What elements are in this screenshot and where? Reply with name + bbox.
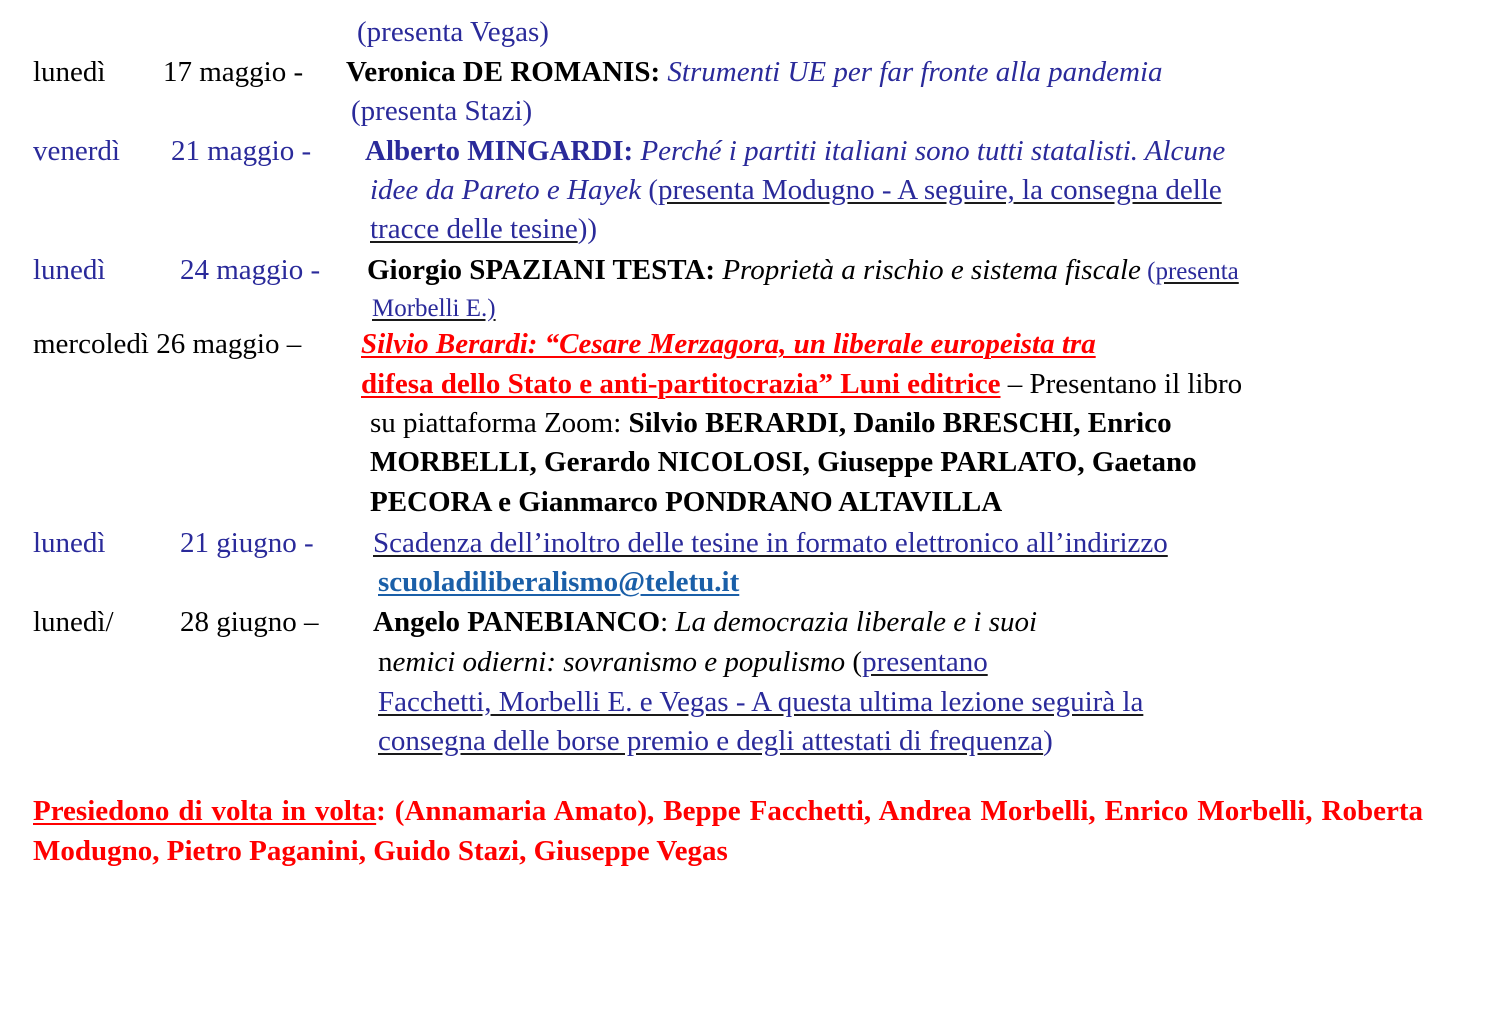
chairs-paragraph — [33, 791, 1423, 871]
book-title: difesa dello Stato e anti-partitocrazia” Luni editrice — [361, 368, 1001, 400]
day-label: lunedì — [33, 527, 106, 559]
date-label: 24 maggio - — [180, 254, 321, 286]
presenter-names: Silvio BERARDI, Danilo BRESCHI, Enrico — [628, 407, 1172, 439]
lecture-entry — [346, 58, 1163, 87]
date-label: 21 maggio - — [171, 135, 312, 167]
lecture-title: Proprietà a rischio e sistema fiscale — [722, 254, 1141, 286]
chairs-label: Presiedono di volta in volta — [33, 795, 377, 827]
presenter-note: Morbelli E.) — [372, 295, 496, 322]
zoom-presenters: su piattaforma Zoom: Silvio BERARDI, Danilo BRESCHI, Enrico — [370, 407, 1172, 439]
presenter-note: Facchetti, Morbelli E. e Vegas - A questa ultima lezione seguirà la — [378, 686, 1144, 718]
presenter-line: (presenta Stazi) — [351, 95, 533, 127]
speaker-name: Alberto MINGARDI: — [365, 135, 634, 167]
presenter-note: presenta — [1155, 258, 1239, 285]
lecture-entry: Giorgio SPAZIANI TESTA: Proprietà a rischio e sistema fiscale (presenta — [367, 254, 1239, 286]
day-label: lunedì — [33, 56, 106, 88]
date-label: 28 giugno – — [180, 606, 319, 638]
presenter-note: presentano — [862, 646, 988, 678]
day-label: lunedì — [33, 254, 106, 286]
speaker-name: Angelo PANEBIANCO — [373, 606, 661, 638]
presenter-line: (presenta Vegas) — [357, 16, 549, 48]
lecture-continuation: idee da Pareto e Hayek (presenta Modugno - A seguire, la consegna delle — [370, 174, 1222, 206]
chairs-list: : (Annamaria Amato), Beppe Facchetti, Andrea Morbelli, Enrico Morbelli, Roberta Modugno, Pietro Paganini, Guido Stazi, Giuseppe Vegas — [33, 795, 1423, 867]
date-label: 17 maggio - — [163, 56, 304, 88]
date-label: 21 giugno - — [180, 527, 314, 559]
book-continuation: difesa dello Stato e anti-partitocrazia” Luni editrice – Presentano il libro — [361, 368, 1243, 400]
presenter-names: MORBELLI, Gerardo NICOLOSI, Giuseppe PARLATO, Gaetano — [370, 446, 1197, 478]
lecture-continuation: tracce delle tesine)) — [370, 213, 598, 245]
book-title: Silvio Berardi: “Cesare Merzagora, un liberale europeista tra — [361, 328, 1096, 360]
lecture-entry — [365, 137, 1225, 166]
deadline-note: Scadenza dell’inoltro delle tesine in formato elettronico all’indirizzo — [373, 527, 1168, 559]
date-label: 26 maggio – — [156, 328, 302, 360]
lecture-entry: Angelo PANEBIANCO: La democrazia liberale e i suoi — [373, 606, 1038, 638]
day-label: venerdì — [33, 135, 120, 167]
date-line — [33, 330, 301, 359]
presenter-note: consegna delle borse premio e degli attestati di frequenza) — [378, 725, 1053, 757]
speaker-name: Giorgio SPAZIANI TESTA: — [367, 254, 716, 286]
day-label: lunedì/ — [33, 606, 114, 638]
lecture-title: La democrazia liberale e i suoi — [675, 606, 1038, 638]
email-link[interactable]: scuoladiliberalismo@teletu.it — [378, 566, 740, 598]
presenter-names: PECORA e Gianmarco PONDRANO ALTAVILLA — [370, 486, 1003, 518]
lecture-continuation: nemici odierni: sovranismo e populismo (presentano — [378, 646, 988, 678]
lecture-title: Strumenti UE per far fronte alla pandemia — [667, 56, 1163, 88]
speaker-name: Veronica DE ROMANIS: — [346, 56, 661, 88]
day-label: mercoledì — [33, 328, 149, 360]
presenter-note: presenta Modugno - A seguire, la consegna delle — [658, 174, 1222, 206]
presenter-note: tracce delle tesine — [370, 213, 578, 245]
lecture-title: Perché i partiti italiani sono tutti statalisti. Alcune — [640, 135, 1226, 167]
